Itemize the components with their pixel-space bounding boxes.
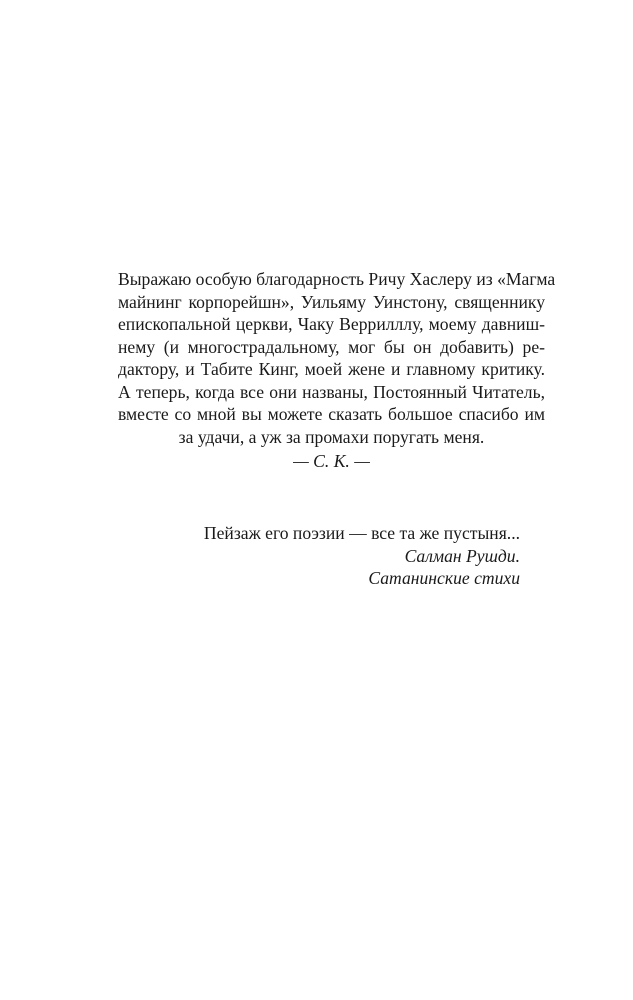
acknowledgement-line: вместе со мной вы можете сказать большое спасибо им (118, 404, 545, 424)
acknowledgement-line: епископальной церкви, Чаку Веррилллу, моему давниш- (118, 314, 545, 334)
acknowledgement-line: дактору, и Табите Кинг, моей жене и главному критику. (118, 359, 545, 379)
acknowledgement-line: за удачи, а уж за промахи поругать меня. (178, 426, 485, 447)
acknowledgement-line: нему (и многострадальному, мог бы он добавить) ре- (118, 336, 545, 357)
acknowledgement-line: Выражаю особую благодарность Ричу Хаслеру из «Магма (118, 269, 556, 289)
acknowledgement-block (118, 268, 556, 473)
epigraph-source: Сатанинские стихи (368, 568, 520, 588)
acknowledgement-line: А теперь, когда все они названы, Постоянный Читатель, (118, 381, 545, 402)
epigraph-author: Салман Рушди. (404, 545, 520, 566)
acknowledgement-line: майнинг корпорейшн», Уильяму Уинстону, священнику (118, 291, 545, 312)
epigraph-quote: Пейзаж его поэзии — все та же пустыня... (203, 523, 520, 543)
signature: — С. К. — (293, 451, 370, 471)
epigraph (204, 522, 520, 590)
